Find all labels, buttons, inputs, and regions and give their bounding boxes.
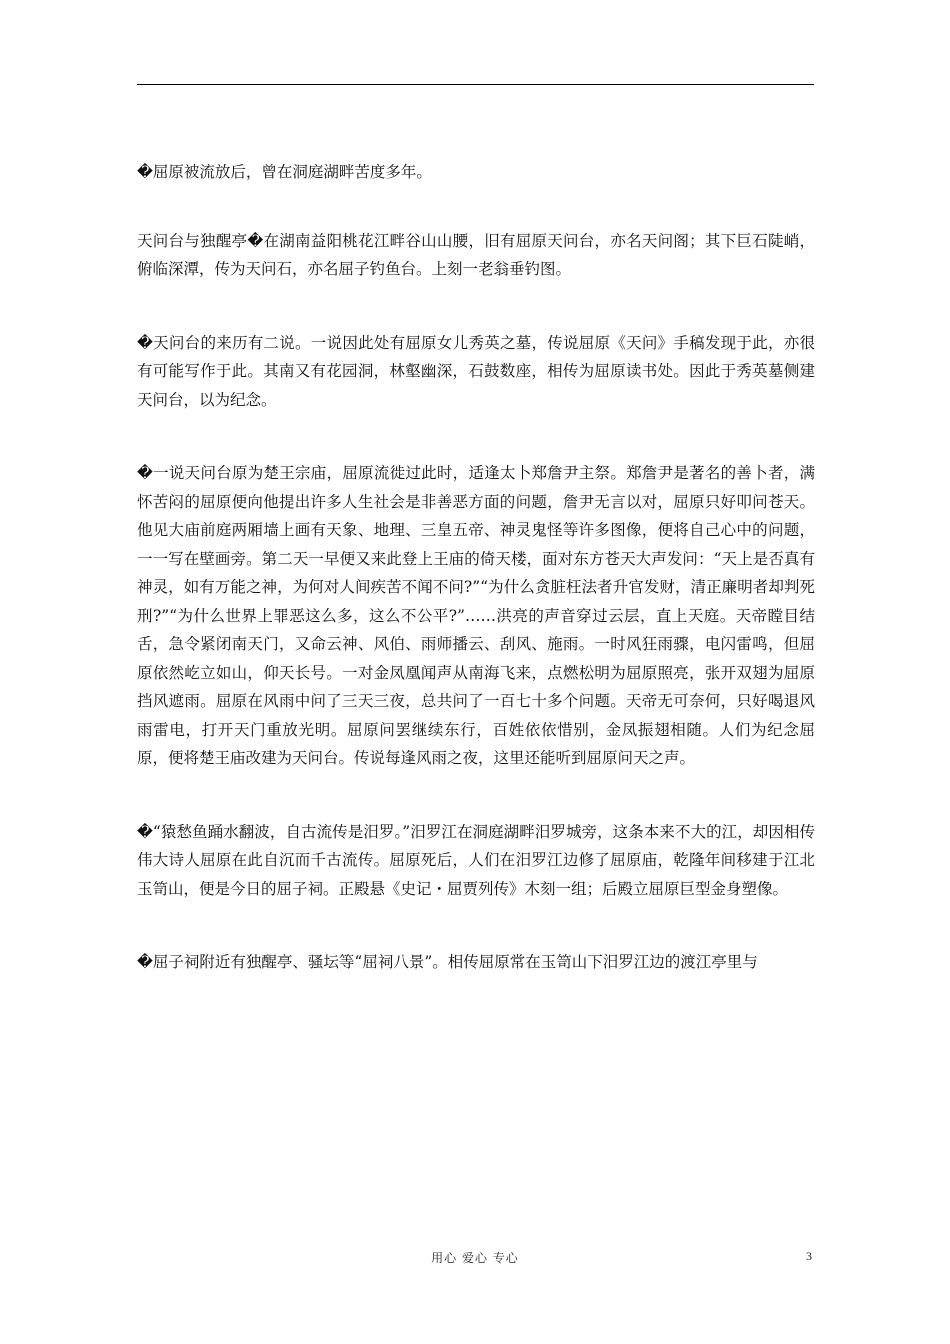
paragraph-origin-two: �一说天问台原为楚王宗庙，屈原流徙过此时，适逢太卜郑詹尹主祭。郑詹尹是著名的善卜者，满怀苦闷的屈原便向他提出许多人生社会是非善恶方面的问题，詹尹无言以对，屈原只好叩问苍天。他见大庙前庭两厢墙上画有天象、地理、三皇五帝、神灵鬼怪等许多图像，便将自己心中的问题，一一写在壁画旁。第二天一早便又来此登上王庙的倚天楼，面对东方苍天大声发问：“天上是否真有神灵，如有万能之神，为何对人间疾苦不闻不问?”“为什么贪脏枉法者升官发财，清正廉明者却判死刑?”“为什么世界上罪恶这么多，这么不公平?”……洪亮的声音穿过云层，直上天庭。天帝瞠目结舌，急令紧闭南天门，又命云神、风伯、雨师播云、刮风、施雨。一时风狂雨骤，电闪雷鸣，但屈原依然屹立如山，仰天长号。一对金凤凰闻声从南海飞来，点燃松明为屈原照亮，张开双翅为屈原挡风遮雨。屈原在风雨中问了三天三夜，总共问了一百七十多个问题。天帝无可奈何，只好喝退风雨雷电，打开天门重放光明。屈原问罢继续东行，百姓依依惜别，金凤振翅相随。人们为纪念屈原，便将楚王庙改建为天问台。传说每逢风雨之夜，这里还能听到屈原问天之声。 (137, 464, 815, 767)
header-rule (137, 84, 814, 85)
paragraph-tianwen-terrace: 天问台与独醒亭�在湖南益阳桃花江畔谷山山腰，旧有屈原天问台，亦名天问阁；其下巨石陡峭，俯临深潭，传为天问石，亦名屈子钓鱼台。上刻一老翁垂钓图。 (137, 231, 815, 278)
paragraph-gap (137, 903, 815, 948)
paragraph-quzi-shrine: �屈子祠附近有独醒亭、骚坛等“屈祠八景”。相传屈原常在玉笥山下汨罗江边的渡江亭里与 (137, 953, 758, 971)
document-body (137, 158, 815, 977)
paragraph-gap (137, 773, 815, 818)
paragraph-gap (137, 284, 815, 329)
paragraph-gap (137, 187, 815, 227)
paragraph-origin-one: �天问台的来历有二说。一说因此处有屈原女儿秀英之墓，传说屈原《天问》手稿发现于此，亦很有可能写作于此。其南又有花园洞，林壑幽深，石鼓数座，相传为屈原读书处。因此于秀英墓侧建天问台，以为纪念。 (137, 333, 815, 409)
footer-motto: 用心 爱心 专心 (431, 1251, 519, 1265)
paragraph-miluo-river: �“猿愁鱼踊水翻波，自古流传是汨罗。”汨罗江在洞庭湖畔汨罗城旁，这条本来不大的江，却因相传伟大诗人屈原在此自沉而千古流传。屈原死后，人们在汨罗江边修了屈原庙，乾隆年间移建于江北玉笥山，便是今日的屈子祠。正殿悬《史记・屈贾列传》木刻一组；后殿立屈原巨型金身塑像。 (137, 822, 815, 898)
paragraph-gap (137, 414, 815, 459)
page-number: 3 (806, 1249, 812, 1263)
paragraph-exile: �屈原被流放后，曾在洞庭湖畔苦度多年。 (137, 163, 432, 181)
